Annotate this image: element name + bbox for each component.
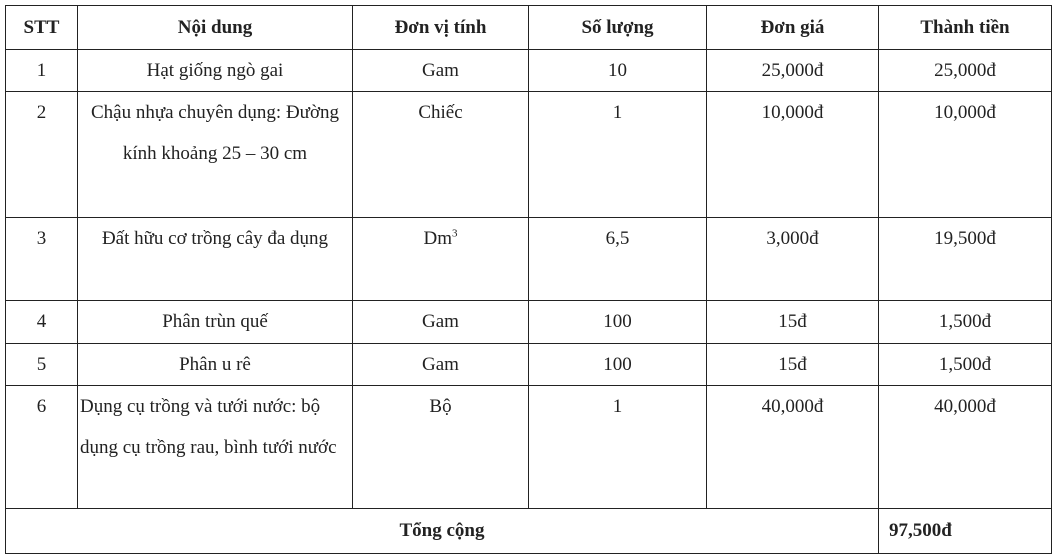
row-stt-text: 3	[36, 228, 47, 249]
table-row	[6, 344, 1052, 386]
cost-table	[5, 5, 1052, 554]
row-quantity	[529, 50, 707, 92]
row-amount-text: 10,000đ	[934, 102, 996, 123]
row-content	[78, 301, 353, 344]
row-amount	[879, 344, 1052, 386]
row-unit-price	[707, 344, 879, 386]
row-quantity-text: 100	[603, 311, 632, 332]
row-unit	[353, 301, 529, 344]
row-quantity-text: 6,5	[605, 228, 630, 249]
row-unit-price-text: 40,000đ	[761, 396, 824, 417]
row-content-text: Phân trùn quế	[162, 311, 268, 332]
row-content-text: Phân u rê	[179, 354, 251, 375]
row-stt-text: 6	[36, 396, 47, 417]
row-stt	[6, 386, 78, 509]
row-unit-price	[707, 50, 879, 92]
row-unit	[353, 344, 529, 386]
row-unit-text: Gam	[422, 354, 459, 375]
row-unit	[353, 50, 529, 92]
row-amount	[879, 92, 1052, 218]
row-amount-text: 1,500đ	[938, 311, 992, 332]
row-unit-price	[707, 301, 879, 344]
row-unit-price	[707, 218, 879, 301]
row-quantity-text: 1	[612, 102, 623, 123]
row-unit-price-text: 15đ	[778, 311, 807, 332]
row-unit-text: Chiếc	[418, 102, 463, 123]
row-stt	[6, 50, 78, 92]
row-content-text: Đất hữu cơ trồng cây đa dụng	[101, 228, 329, 249]
row-stt	[6, 301, 78, 344]
row-unit-price-text: 15đ	[778, 354, 807, 375]
row-quantity-text: 100	[603, 354, 632, 375]
row-content-text: Hạt giống ngò gai	[146, 60, 284, 81]
row-quantity-text: 10	[608, 60, 627, 81]
row-stt	[6, 344, 78, 386]
row-unit-price-text: 3,000đ	[766, 228, 819, 249]
header-unit: Đơn vị tính	[353, 6, 529, 50]
row-quantity-text: 1	[612, 396, 623, 417]
row-unit-price-text: 25,000đ	[761, 60, 824, 81]
row-unit	[353, 92, 529, 218]
header-quantity: Số lượng	[529, 6, 707, 50]
row-unit-price-text: 10,000đ	[761, 102, 824, 123]
row-amount	[879, 50, 1052, 92]
row-content-text: Dụng cụ trồng và tưới nước: bộ dụng cụ trồng rau, bình tưới nước	[80, 396, 337, 458]
row-stt	[6, 218, 78, 301]
row-amount	[879, 301, 1052, 344]
row-amount-text: 25,000đ	[934, 60, 996, 81]
table-row	[6, 92, 1052, 218]
row-unit	[353, 218, 529, 301]
table-row	[6, 218, 1052, 301]
table-row	[6, 301, 1052, 344]
total-label: Tổng cộng	[6, 509, 879, 554]
total-value: 97,500đ	[879, 509, 1052, 554]
row-unit-text: Bộ	[429, 396, 452, 417]
header-row	[6, 6, 1052, 50]
row-content	[78, 50, 353, 92]
row-stt-text: 5	[36, 354, 47, 375]
row-unit-text: Dm	[423, 228, 452, 249]
unit-superscript: 3	[452, 227, 458, 240]
row-amount-text: 1,500đ	[938, 354, 992, 375]
table-row	[6, 386, 1052, 509]
row-amount	[879, 218, 1052, 301]
row-stt-text: 4	[36, 311, 47, 332]
row-quantity	[529, 386, 707, 509]
row-amount-text: 40,000đ	[934, 396, 996, 417]
row-stt	[6, 92, 78, 218]
row-unit-text: Gam	[422, 311, 459, 332]
row-unit	[353, 386, 529, 509]
row-quantity	[529, 344, 707, 386]
row-unit-text: Gam	[422, 60, 459, 81]
row-unit-price	[707, 386, 879, 509]
row-content	[78, 218, 353, 301]
row-amount	[879, 386, 1052, 509]
header-amount: Thành tiền	[879, 6, 1052, 50]
total-row	[6, 509, 1052, 554]
header-content: Nội dung	[78, 6, 353, 50]
row-quantity	[529, 218, 707, 301]
row-unit-price	[707, 92, 879, 218]
table-row	[6, 50, 1052, 92]
header-unit-price: Đơn giá	[707, 6, 879, 50]
row-amount-text: 19,500đ	[934, 228, 996, 249]
row-content-text: Chậu nhựa chuyên dụng: Đường kính khoảng 25 – 30 cm	[90, 102, 340, 164]
header-stt: STT	[6, 6, 78, 50]
row-stt-text: 2	[36, 102, 47, 123]
row-content	[78, 92, 353, 218]
row-stt-text: 1	[36, 60, 47, 81]
row-quantity	[529, 301, 707, 344]
row-content	[78, 344, 353, 386]
row-content	[78, 386, 353, 509]
row-quantity	[529, 92, 707, 218]
